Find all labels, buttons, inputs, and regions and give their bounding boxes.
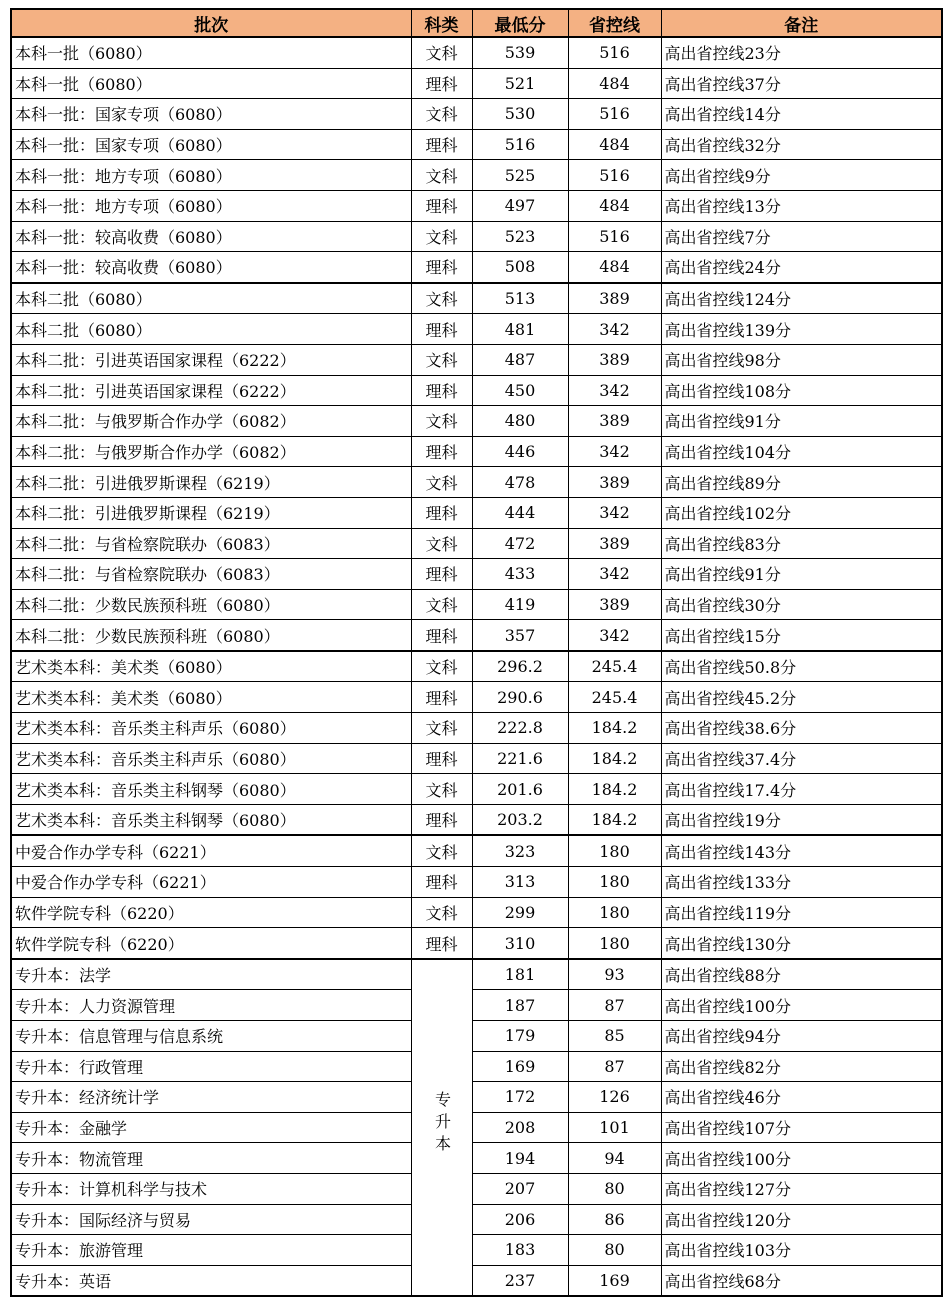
subject-cell: 文科 <box>411 406 472 437</box>
control-line-cell: 180 <box>568 897 661 928</box>
control-line-cell: 184.2 <box>568 774 661 805</box>
table-row <box>11 1235 942 1266</box>
note-cell: 高出省控线14分 <box>661 99 942 130</box>
note-cell: 高出省控线50.8分 <box>661 651 942 682</box>
min-score-cell: 313 <box>472 867 568 898</box>
min-score-cell: 472 <box>472 528 568 559</box>
min-score-cell: 513 <box>472 283 568 314</box>
control-line-cell: 342 <box>568 375 661 406</box>
min-score-cell: 478 <box>472 467 568 498</box>
subject-cell: 文科 <box>411 589 472 620</box>
note-cell: 高出省控线100分 <box>661 1143 942 1174</box>
control-line-cell: 389 <box>568 283 661 314</box>
batch-cell: 艺术类本科：音乐类主科钢琴（6080） <box>11 804 411 835</box>
control-line-cell: 516 <box>568 99 661 130</box>
subject-cell: 理科 <box>411 743 472 774</box>
batch-cell: 本科二批：与俄罗斯合作办学（6082） <box>11 406 411 437</box>
control-line-cell: 184.2 <box>568 804 661 835</box>
table-row <box>11 651 942 682</box>
control-line-cell: 184.2 <box>568 713 661 744</box>
header-control-line: 省控线 <box>568 9 661 37</box>
min-score-cell: 183 <box>472 1235 568 1266</box>
control-line-cell: 342 <box>568 436 661 467</box>
subject-cell: 文科 <box>411 651 472 682</box>
control-line-cell: 389 <box>568 344 661 375</box>
table-row <box>11 743 942 774</box>
min-score-cell: 433 <box>472 559 568 590</box>
batch-cell: 专升本：经济统计学 <box>11 1082 411 1113</box>
min-score-cell: 222.8 <box>472 713 568 744</box>
table-row <box>11 589 942 620</box>
subject-cell: 理科 <box>411 867 472 898</box>
control-line-cell: 93 <box>568 959 661 990</box>
table-row <box>11 528 942 559</box>
control-line-cell: 180 <box>568 835 661 866</box>
note-cell: 高出省控线127分 <box>661 1173 942 1204</box>
table-row <box>11 835 942 866</box>
note-cell: 高出省控线119分 <box>661 897 942 928</box>
table-row <box>11 99 942 130</box>
table-row <box>11 559 942 590</box>
batch-cell: 本科一批：较高收费（6080） <box>11 252 411 283</box>
note-cell: 高出省控线68分 <box>661 1265 942 1296</box>
note-cell: 高出省控线38.6分 <box>661 713 942 744</box>
control-line-cell: 342 <box>568 497 661 528</box>
note-cell: 高出省控线94分 <box>661 1021 942 1052</box>
subject-cell: 理科 <box>411 436 472 467</box>
min-score-cell: 237 <box>472 1265 568 1296</box>
control-line-cell: 389 <box>568 467 661 498</box>
header-row <box>11 9 942 37</box>
batch-cell: 本科二批：引进英语国家课程（6222） <box>11 344 411 375</box>
header-subject: 科类 <box>411 9 472 37</box>
control-line-cell: 342 <box>568 314 661 345</box>
subject-cell: 理科 <box>411 497 472 528</box>
subject-cell: 文科 <box>411 528 472 559</box>
table-row <box>11 1112 942 1143</box>
subject-cell: 文科 <box>411 835 472 866</box>
min-score-cell: 290.6 <box>472 682 568 713</box>
control-line-cell: 484 <box>568 190 661 221</box>
subject-cell: 理科 <box>411 682 472 713</box>
table-row <box>11 497 942 528</box>
header-note: 备注 <box>661 9 942 37</box>
table-row <box>11 713 942 744</box>
note-cell: 高出省控线23分 <box>661 37 942 68</box>
header-min-score: 最低分 <box>472 9 568 37</box>
min-score-cell: 296.2 <box>472 651 568 682</box>
batch-cell: 软件学院专科（6220） <box>11 897 411 928</box>
batch-cell: 专升本：信息管理与信息系统 <box>11 1021 411 1052</box>
batch-cell: 本科一批：地方专项（6080） <box>11 160 411 191</box>
subject-cell: 文科 <box>411 283 472 314</box>
note-cell: 高出省控线102分 <box>661 497 942 528</box>
min-score-cell: 450 <box>472 375 568 406</box>
batch-cell: 本科一批：地方专项（6080） <box>11 190 411 221</box>
min-score-cell: 446 <box>472 436 568 467</box>
note-cell: 高出省控线32分 <box>661 129 942 160</box>
min-score-cell: 508 <box>472 252 568 283</box>
batch-cell: 本科二批：少数民族预科班（6080） <box>11 589 411 620</box>
control-line-cell: 484 <box>568 129 661 160</box>
note-cell: 高出省控线98分 <box>661 344 942 375</box>
min-score-cell: 487 <box>472 344 568 375</box>
subject-cell: 文科 <box>411 99 472 130</box>
batch-cell: 艺术类本科：美术类（6080） <box>11 682 411 713</box>
note-cell: 高出省控线91分 <box>661 559 942 590</box>
table-row <box>11 959 942 990</box>
control-line-cell: 87 <box>568 1051 661 1082</box>
table-row <box>11 283 942 314</box>
note-cell: 高出省控线17.4分 <box>661 774 942 805</box>
subject-cell: 理科 <box>411 620 472 651</box>
min-score-cell: 521 <box>472 68 568 99</box>
table-row <box>11 1173 942 1204</box>
table-row <box>11 314 942 345</box>
control-line-cell: 245.4 <box>568 682 661 713</box>
min-score-cell: 310 <box>472 928 568 959</box>
note-cell: 高出省控线143分 <box>661 835 942 866</box>
batch-cell: 专升本：旅游管理 <box>11 1235 411 1266</box>
min-score-cell: 323 <box>472 835 568 866</box>
control-line-cell: 484 <box>568 252 661 283</box>
subject-cell: 文科 <box>411 467 472 498</box>
batch-cell: 专升本：人力资源管理 <box>11 990 411 1021</box>
control-line-cell: 342 <box>568 620 661 651</box>
admission-scores-table <box>10 8 943 1297</box>
note-cell: 高出省控线46分 <box>661 1082 942 1113</box>
batch-cell: 艺术类本科：音乐类主科声乐（6080） <box>11 713 411 744</box>
min-score-cell: 169 <box>472 1051 568 1082</box>
control-line-cell: 80 <box>568 1173 661 1204</box>
table-row <box>11 37 942 68</box>
min-score-cell: 525 <box>472 160 568 191</box>
control-line-cell: 87 <box>568 990 661 1021</box>
min-score-cell: 516 <box>472 129 568 160</box>
batch-cell: 本科二批：引进英语国家课程（6222） <box>11 375 411 406</box>
table-row <box>11 774 942 805</box>
subject-cell: 理科 <box>411 559 472 590</box>
note-cell: 高出省控线124分 <box>661 283 942 314</box>
batch-cell: 专升本：国际经济与贸易 <box>11 1204 411 1235</box>
table-row <box>11 682 942 713</box>
upgrade-subject-label: 专升本 <box>432 1090 452 1157</box>
subject-cell: 文科 <box>411 37 472 68</box>
subject-cell: 理科 <box>411 129 472 160</box>
table-row <box>11 1204 942 1235</box>
note-cell: 高出省控线139分 <box>661 314 942 345</box>
note-cell: 高出省控线83分 <box>661 528 942 559</box>
batch-cell: 本科二批：与省检察院联办（6083） <box>11 559 411 590</box>
batch-cell: 本科一批：较高收费（6080） <box>11 221 411 252</box>
min-score-cell: 299 <box>472 897 568 928</box>
control-line-cell: 516 <box>568 37 661 68</box>
min-score-cell: 207 <box>472 1173 568 1204</box>
batch-cell: 专升本：物流管理 <box>11 1143 411 1174</box>
note-cell: 高出省控线120分 <box>661 1204 942 1235</box>
note-cell: 高出省控线7分 <box>661 221 942 252</box>
min-score-cell: 530 <box>472 99 568 130</box>
note-cell: 高出省控线30分 <box>661 589 942 620</box>
control-line-cell: 80 <box>568 1235 661 1266</box>
batch-cell: 专升本：计算机科学与技术 <box>11 1173 411 1204</box>
batch-cell: 中爱合作办学专科（6221） <box>11 867 411 898</box>
min-score-cell: 203.2 <box>472 804 568 835</box>
batch-cell: 艺术类本科：音乐类主科声乐（6080） <box>11 743 411 774</box>
control-line-cell: 342 <box>568 559 661 590</box>
subject-cell: 理科 <box>411 314 472 345</box>
batch-cell: 本科二批（6080） <box>11 283 411 314</box>
table-row <box>11 436 942 467</box>
min-score-cell: 179 <box>472 1021 568 1052</box>
min-score-cell: 187 <box>472 990 568 1021</box>
batch-cell: 中爱合作办学专科（6221） <box>11 835 411 866</box>
min-score-cell: 523 <box>472 221 568 252</box>
table-row <box>11 406 942 437</box>
table-row <box>11 1021 942 1052</box>
control-line-cell: 169 <box>568 1265 661 1296</box>
subject-cell: 理科 <box>411 804 472 835</box>
batch-cell: 本科二批（6080） <box>11 314 411 345</box>
table-row <box>11 897 942 928</box>
min-score-cell: 481 <box>472 314 568 345</box>
control-line-cell: 86 <box>568 1204 661 1235</box>
subject-cell: 理科 <box>411 375 472 406</box>
batch-cell: 本科二批：少数民族预科班（6080） <box>11 620 411 651</box>
min-score-cell: 357 <box>472 620 568 651</box>
note-cell: 高出省控线103分 <box>661 1235 942 1266</box>
batch-cell: 专升本：法学 <box>11 959 411 990</box>
table-row <box>11 1051 942 1082</box>
note-cell: 高出省控线45.2分 <box>661 682 942 713</box>
table-row <box>11 928 942 959</box>
batch-cell: 艺术类本科：音乐类主科钢琴（6080） <box>11 774 411 805</box>
table-row <box>11 804 942 835</box>
min-score-cell: 497 <box>472 190 568 221</box>
subject-cell: 文科 <box>411 713 472 744</box>
batch-cell: 本科二批：与俄罗斯合作办学（6082） <box>11 436 411 467</box>
control-line-cell: 94 <box>568 1143 661 1174</box>
control-line-cell: 101 <box>568 1112 661 1143</box>
subject-cell: 文科 <box>411 344 472 375</box>
table-row <box>11 190 942 221</box>
note-cell: 高出省控线130分 <box>661 928 942 959</box>
note-cell: 高出省控线9分 <box>661 160 942 191</box>
subject-cell: 理科 <box>411 252 472 283</box>
note-cell: 高出省控线88分 <box>661 959 942 990</box>
header-batch: 批次 <box>11 9 411 37</box>
control-line-cell: 126 <box>568 1082 661 1113</box>
table-row <box>11 1082 942 1113</box>
min-score-cell: 201.6 <box>472 774 568 805</box>
table-row <box>11 1143 942 1174</box>
subject-cell: 文科 <box>411 221 472 252</box>
note-cell: 高出省控线15分 <box>661 620 942 651</box>
note-cell: 高出省控线108分 <box>661 375 942 406</box>
batch-cell: 艺术类本科：美术类（6080） <box>11 651 411 682</box>
note-cell: 高出省控线107分 <box>661 1112 942 1143</box>
batch-cell: 本科一批：国家专项（6080） <box>11 99 411 130</box>
subject-cell: 理科 <box>411 928 472 959</box>
min-score-cell: 539 <box>472 37 568 68</box>
min-score-cell: 221.6 <box>472 743 568 774</box>
note-cell: 高出省控线100分 <box>661 990 942 1021</box>
batch-cell: 本科一批（6080） <box>11 37 411 68</box>
min-score-cell: 208 <box>472 1112 568 1143</box>
control-line-cell: 184.2 <box>568 743 661 774</box>
note-cell: 高出省控线82分 <box>661 1051 942 1082</box>
table-row <box>11 867 942 898</box>
subject-cell: 理科 <box>411 190 472 221</box>
control-line-cell: 389 <box>568 406 661 437</box>
control-line-cell: 85 <box>568 1021 661 1052</box>
table-row <box>11 344 942 375</box>
table-row <box>11 221 942 252</box>
control-line-cell: 180 <box>568 867 661 898</box>
min-score-cell: 181 <box>472 959 568 990</box>
control-line-cell: 245.4 <box>568 651 661 682</box>
control-line-cell: 484 <box>568 68 661 99</box>
batch-cell: 软件学院专科（6220） <box>11 928 411 959</box>
subject-cell: 文科 <box>411 774 472 805</box>
note-cell: 高出省控线19分 <box>661 804 942 835</box>
batch-cell: 本科二批：与省检察院联办（6083） <box>11 528 411 559</box>
table-row <box>11 129 942 160</box>
note-cell: 高出省控线104分 <box>661 436 942 467</box>
min-score-cell: 206 <box>472 1204 568 1235</box>
note-cell: 高出省控线37分 <box>661 68 942 99</box>
batch-cell: 本科二批：引进俄罗斯课程（6219） <box>11 467 411 498</box>
subject-cell: 文科 <box>411 897 472 928</box>
table-row <box>11 620 942 651</box>
table-row <box>11 990 942 1021</box>
batch-cell: 专升本：金融学 <box>11 1112 411 1143</box>
min-score-cell: 480 <box>472 406 568 437</box>
table-row <box>11 68 942 99</box>
subject-cell: 理科 <box>411 68 472 99</box>
note-cell: 高出省控线37.4分 <box>661 743 942 774</box>
batch-cell: 本科二批：引进俄罗斯课程（6219） <box>11 497 411 528</box>
table-row <box>11 467 942 498</box>
upgrade-subject-merged-cell <box>411 959 472 1297</box>
table-row <box>11 252 942 283</box>
control-line-cell: 516 <box>568 221 661 252</box>
batch-cell: 专升本：英语 <box>11 1265 411 1296</box>
table-row <box>11 160 942 191</box>
note-cell: 高出省控线13分 <box>661 190 942 221</box>
note-cell: 高出省控线89分 <box>661 467 942 498</box>
table-row <box>11 375 942 406</box>
batch-cell: 本科一批：国家专项（6080） <box>11 129 411 160</box>
control-line-cell: 389 <box>568 589 661 620</box>
min-score-cell: 444 <box>472 497 568 528</box>
batch-cell: 本科一批（6080） <box>11 68 411 99</box>
min-score-cell: 172 <box>472 1082 568 1113</box>
control-line-cell: 180 <box>568 928 661 959</box>
note-cell: 高出省控线133分 <box>661 867 942 898</box>
control-line-cell: 389 <box>568 528 661 559</box>
table-body <box>11 37 942 1296</box>
control-line-cell: 516 <box>568 160 661 191</box>
note-cell: 高出省控线24分 <box>661 252 942 283</box>
subject-cell: 文科 <box>411 160 472 191</box>
min-score-cell: 419 <box>472 589 568 620</box>
batch-cell: 专升本：行政管理 <box>11 1051 411 1082</box>
table-row <box>11 1265 942 1296</box>
min-score-cell: 194 <box>472 1143 568 1174</box>
note-cell: 高出省控线91分 <box>661 406 942 437</box>
